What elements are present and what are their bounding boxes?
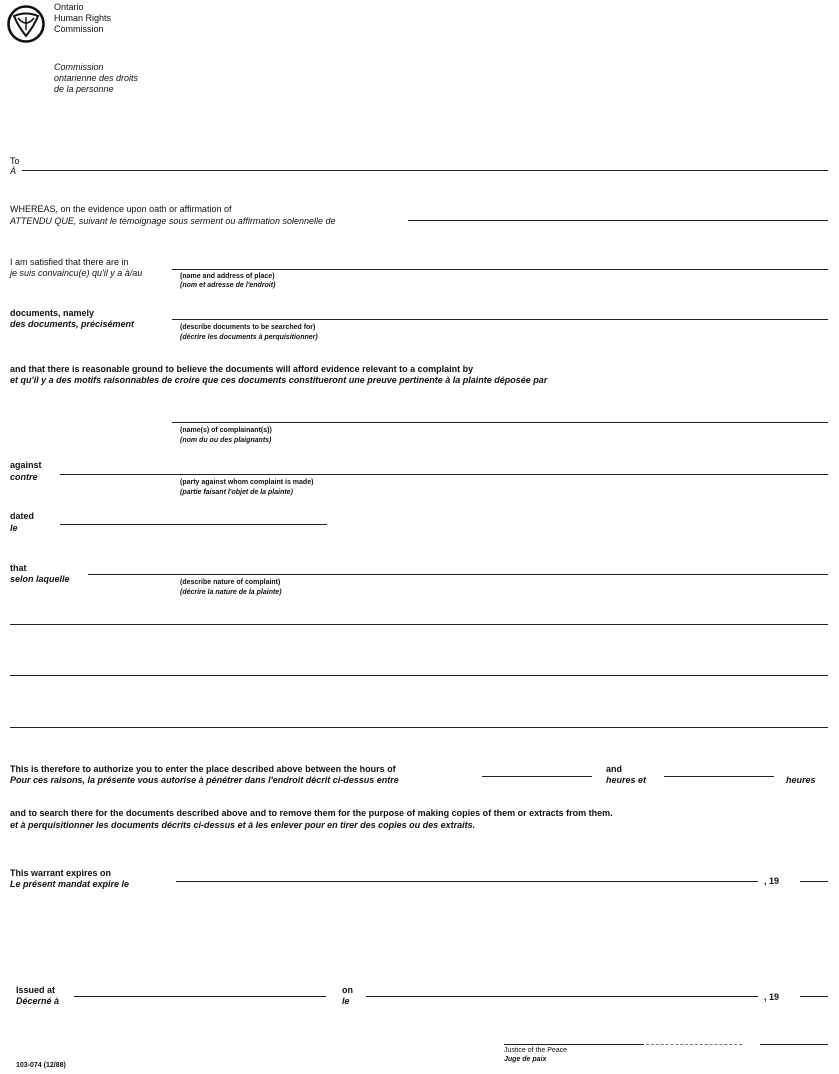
satisfied-en: I am satisfied that there are in: [10, 257, 129, 267]
reasonable-en: and that there is reasonable ground to believe the documents will afford evidence relevant to a complaint by: [10, 364, 474, 374]
justice-label-en: Justice of the Peace: [504, 1047, 568, 1054]
issued-place-line[interactable]: [74, 996, 326, 997]
issued-on-fr: le: [342, 996, 350, 1006]
complainant-caption-fr: (nom du ou des plaignants): [180, 437, 272, 444]
org-line-3: Commission: [54, 24, 104, 34]
place-field-line[interactable]: [172, 269, 828, 270]
complaint-nature-line[interactable]: [88, 574, 828, 575]
place-caption-en: (name and address of place): [180, 273, 275, 280]
complaint-line-3[interactable]: [10, 675, 828, 676]
expiry-year-line[interactable]: [800, 881, 828, 882]
documents-caption-fr: (décrire les documents à perquisitionner): [180, 334, 318, 341]
reasonable-fr: et qu'il y a des motifs raisonnables de croire que ces documents constitueront une preuve pertinente à la plainte déposée par: [10, 375, 548, 385]
to-label-fr: À: [10, 166, 17, 176]
complainant-caption-en: (name(s) of complainant(s)): [180, 427, 272, 434]
org-fr-line-1: Commission: [54, 62, 104, 72]
satisfied-fr: je suis convaincu(e) qu'il y a à/au: [10, 268, 143, 278]
that-en: that: [10, 563, 27, 573]
org-fr-line-3: de la personne: [54, 84, 114, 94]
expires-en: This warrant expires on: [10, 868, 112, 878]
issued-date-line[interactable]: [366, 996, 758, 997]
dated-fr: le: [10, 523, 18, 533]
complaint-caption-en: (describe nature of complaint): [180, 579, 281, 586]
authorize-en: This is therefore to authorize you to enter the place described above between the hours of: [10, 764, 396, 774]
signature-line[interactable]: [504, 1044, 644, 1045]
signature-line-faded: [646, 1044, 742, 1045]
expires-fr: Le présent mandat expire le: [10, 879, 130, 889]
whereas-en: WHEREAS, on the evidence upon oath or affirmation of: [10, 204, 232, 214]
issued-on-en: on: [342, 985, 353, 995]
against-caption-en: (party against whom complaint is made): [180, 479, 314, 486]
expiry-year-prefix: , 19: [764, 876, 780, 886]
documents-en: documents, namely: [10, 308, 95, 318]
documents-fr: des documents, précisément: [10, 319, 135, 329]
issued-year-prefix: , 19: [764, 992, 780, 1002]
heures-et-label: heures et: [606, 775, 647, 785]
hour-end-line[interactable]: [664, 776, 774, 777]
complainant-field-line[interactable]: [172, 422, 828, 423]
issued-fr: Décerné à: [16, 996, 60, 1006]
heures-label: heures: [786, 775, 816, 785]
and-label: and: [606, 764, 623, 774]
issued-year-line[interactable]: [800, 996, 828, 997]
against-en: against: [10, 460, 42, 470]
org-name-en: [54, 2, 111, 35]
complaint-caption-fr: (décrire la nature de la plainte): [180, 589, 282, 596]
expiry-date-line[interactable]: [176, 881, 758, 882]
org-line-1: Ontario: [54, 2, 84, 12]
org-fr-line-2: ontarienne des droits: [54, 73, 139, 83]
complaint-line-4[interactable]: [10, 727, 828, 728]
search-en: and to search there for the documents described above and to remove them for the purpose of making copies of them or extracts from them.: [10, 808, 613, 818]
authorize-fr: Pour ces raisons, la présente vous autorise à pénétrer dans l'endroit décrit ci-dessus entre: [10, 775, 399, 785]
documents-field-line[interactable]: [172, 319, 828, 320]
to-label-en: To: [10, 156, 20, 166]
hour-start-line[interactable]: [482, 776, 592, 777]
against-caption-fr: (partie faisant l'objet de la plainte): [180, 489, 293, 496]
deponent-field-line[interactable]: [408, 220, 828, 221]
signature-line-end: [760, 1044, 828, 1045]
that-fr: selon laquelle: [10, 574, 70, 584]
to-field-line[interactable]: [22, 170, 828, 171]
dated-field-line[interactable]: [60, 524, 327, 525]
dated-en: dated: [10, 511, 35, 521]
documents-caption-en: (describe documents to be searched for): [180, 324, 316, 331]
against-fr: contre: [10, 472, 38, 482]
search-fr: et à perquisitionner les documents décrits ci-dessus et à les enlever pour en tirer des copies ou des extraits.: [10, 820, 476, 830]
form-number: 103-074 (12/88): [16, 1062, 66, 1069]
ontario-trillium-logo: [6, 4, 46, 44]
issued-en: Issued at: [16, 985, 56, 995]
against-field-line[interactable]: [60, 474, 828, 475]
org-line-2: Human Rights: [54, 13, 112, 23]
complaint-line-2[interactable]: [10, 624, 828, 625]
justice-label-fr: Juge de paix: [504, 1056, 547, 1063]
whereas-fr: ATTENDU QUE, suivant le témoignage sous serment ou affirmation solennelle de: [10, 216, 336, 226]
place-caption-fr: (nom et adresse de l'endroit): [180, 282, 276, 289]
org-name-fr: [54, 62, 138, 95]
